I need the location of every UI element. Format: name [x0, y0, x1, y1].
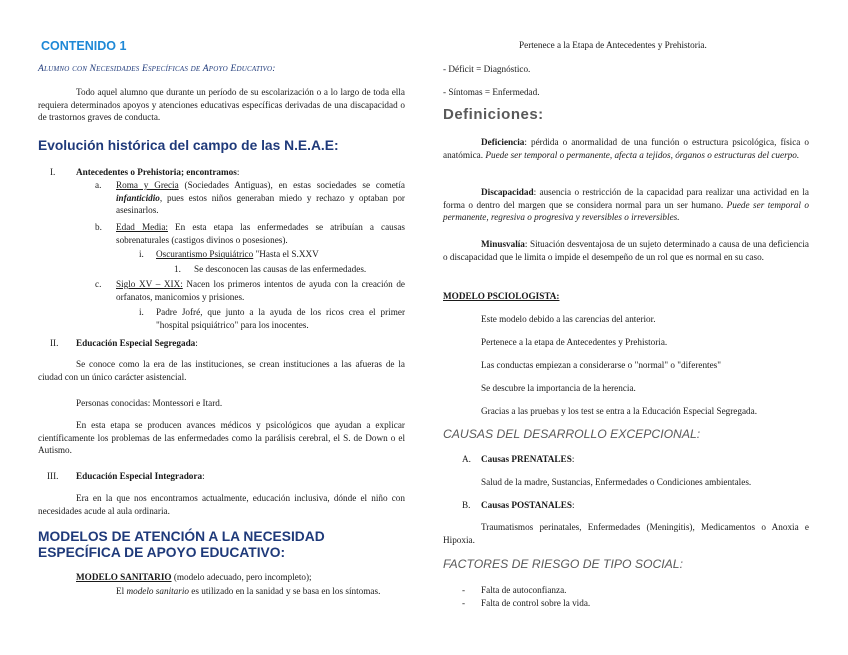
- causa-a-label: A.: [462, 454, 471, 464]
- def-deficiencia-text: : pérdida o anormalidad de una función o estructura psicológica, física o anatómica.: [443, 137, 809, 160]
- sanitario-p-rest: es utilizado en la sanidad y se basa en los síntomas.: [191, 586, 381, 596]
- section-1-title-rest: ; encontramos: [180, 167, 237, 177]
- item-b-label: b.: [95, 222, 102, 232]
- section-3-heading: [76, 470, 205, 483]
- section-2-p3: En esta etapa se producen avances médicos y psicológicos que ayudan a explicar científicamente los problemas de las enfermedades como la parálisis cerebral, el S. de Down o el Autismo.: [38, 420, 405, 456]
- causa-b-colon: :: [571, 500, 575, 510]
- causa-a-bold: PRENATALES: [511, 454, 572, 464]
- sanitario-term: MODELO SANITARIO: [76, 572, 172, 582]
- item-c-i-text: Padre Jofré, que junto a la ayuda de los ricos crea el primer "hospital psiquiátrico" para los inocentes.: [156, 307, 405, 330]
- psicologista-4: Se descubre la importancia de la herencia.: [481, 383, 636, 393]
- section-2-p1: Se conoce como la era de las instituciones, se crean instituciones a las afueras de la ciudad con un único carácter asistencial.: [38, 359, 405, 382]
- causa-a-text: Salud de la madre, Sustancias, Enfermedades o Condiciones ambientales.: [481, 477, 752, 487]
- item-a-text1: (Sociedades Antiguas), en estas sociedades se cometía: [184, 180, 405, 190]
- section-1-colon: :: [236, 167, 240, 177]
- item-c-label: c.: [95, 279, 102, 289]
- def-minusvalia-term: Minusvalía: [481, 239, 525, 249]
- sintomas-line: - Síntomas = Enfermedad.: [443, 87, 540, 97]
- sanitario-ital: modelo sanitario: [126, 586, 189, 596]
- section-2-title: Educación Especial Segregada: [76, 338, 196, 348]
- section-1-title: Antecedentes o Prehistoria: [76, 167, 181, 177]
- causa-a-heading: [481, 453, 574, 466]
- item-a-text2: , pues estos niños generaban miedo y rechazo y optaban por asesinarlos.: [116, 192, 405, 216]
- sanitario-line: [76, 571, 405, 584]
- factor-1-dash: -: [462, 585, 466, 595]
- sanitario-rest: (modelo adecuado, pero incompleto);: [173, 572, 312, 582]
- section-1-number: I.: [50, 167, 56, 177]
- item-b-term: Edad Media:: [116, 222, 168, 232]
- def-minusvalia-text: : Situación desventajosa de un sujeto determinado a causa de una deficiencia o discapacidad que le limita o impide el desempeño de un rol que es normal en su caso.: [443, 239, 809, 262]
- causa-b-heading: [481, 499, 575, 512]
- item-b-i-body: "Hasta el S.XXV: [255, 249, 319, 259]
- def-discapacidad-ital: Puede ser temporal o permanente, regresiva o progresiva y reversibles o irreversibles.: [443, 199, 810, 223]
- section-2-number: II.: [50, 338, 59, 348]
- section-3-p1: Era en la que nos encontramos actualmente, educación inclusiva, dónde el niño con necesidades acude al aula ordinaria.: [38, 493, 405, 516]
- definiciones-heading: Definiciones:: [443, 106, 544, 123]
- section-3-number: III.: [47, 471, 59, 481]
- def-discapacidad-term: Discapacidad: [481, 187, 534, 197]
- item-b-i-1-label: 1.: [174, 264, 181, 274]
- section-2-colon: :: [195, 338, 198, 348]
- item-a-bold: infanticidio: [116, 192, 160, 203]
- factor-2: Falta de control sobre la vida.: [481, 598, 591, 608]
- factor-2-dash: -: [462, 598, 466, 608]
- section-1-heading: [76, 166, 239, 179]
- deficit-line: - Déficit = Diagnóstico.: [443, 64, 531, 74]
- section-3-title: Educación Especial Integradora: [76, 471, 203, 481]
- psicologista-1: Este modelo debido a las carencias del anterior.: [481, 314, 656, 324]
- item-c-text: [116, 278, 405, 303]
- item-c-body: Nacen los primeros intentos de ayuda con la creación de orfanatos, manicomios y prisiones.: [116, 279, 405, 302]
- item-c-i-label: i.: [139, 307, 144, 317]
- psicologista-5: Gracias a las pruebas y los test se entra a la Educación Especial Segregada.: [481, 406, 758, 416]
- causa-a-colon: :: [571, 454, 575, 464]
- factores-heading: FACTORES DE RIESGO DE TIPO SOCIAL:: [443, 557, 683, 571]
- sanitario-paragraph: [38, 585, 405, 598]
- item-a-text: [116, 179, 405, 217]
- def-discapacidad: [443, 186, 809, 224]
- causa-b-text: Traumatismos perinatales, Enfermedades (Meningitis), Medicamentos o Anoxia e Hipoxia.: [443, 522, 809, 545]
- def-deficiencia-ital: Puede ser temporal o permanente, afecta a tejidos, órganos o estructuras del cuerpo.: [485, 149, 800, 160]
- causa-b-bold: POSTANALES: [511, 500, 572, 510]
- section-2-heading: [76, 337, 198, 350]
- alumno-subtitle: Alumno con Necesidades Específicas de Apoyo Educativo:: [38, 64, 276, 74]
- item-b-i-1-text: Se desconocen las causas de las enfermedades.: [194, 264, 367, 274]
- def-minusvalia: [443, 238, 809, 263]
- causa-b-label: B.: [462, 500, 471, 510]
- item-a-term: Roma y Grecia: [116, 180, 179, 190]
- def-discapacidad-text: : ausencia o restricción de la capacidad para realizar una actividad en la forma o dentro del margen que se considera normal para un ser humano.: [443, 187, 809, 210]
- causa-b-word: Causas: [481, 500, 510, 510]
- section-3-colon: :: [202, 471, 205, 481]
- item-b-i-label: i.: [139, 249, 144, 259]
- contenido-heading: CONTENIDO 1: [41, 39, 127, 53]
- evolucion-heading: Evolución histórica del campo de las N.E.A.E:: [38, 138, 339, 153]
- sanitario-el: El: [116, 586, 125, 596]
- item-b-body: En esta etapa las enfermedades se atribuían a causas sobrenaturales (castigos divinos o posesiones).: [116, 222, 406, 245]
- causas-heading: CAUSAS DEL DESARROLLO EXCEPCIONAL:: [443, 427, 701, 441]
- causa-a-word: Causas: [481, 454, 510, 464]
- item-a-label: a.: [95, 180, 102, 190]
- def-deficiencia: [443, 136, 809, 161]
- item-b-i-term: Oscurantismo Psiquiátrico: [156, 249, 254, 259]
- item-c-term: Siglo XV – XIX:: [116, 279, 183, 289]
- modelos-heading: MODELOS DE ATENCIÓN A LA NECESIDAD ESPECÍFICA DE APOYO EDUCATIVO:: [38, 529, 325, 560]
- psicologista-2: Pertenece a la etapa de Antecedentes y Prehistoria.: [481, 337, 668, 347]
- factor-1: Falta de autoconfianza.: [481, 585, 567, 595]
- intro-paragraph: Todo aquel alumno que durante un período de su escolarización o a lo largo de toda ella requiera determinados apoyos y atenciones educativas específicas derivadas de una discapacidad o de trastornos graves de conducta.: [38, 87, 405, 123]
- item-b-i-text: [156, 248, 405, 261]
- psicologista-heading: MODELO PSCIOLOGISTA:: [443, 291, 560, 301]
- item-b-text: [116, 221, 405, 246]
- psicologista-3: Las conductas empiezan a considerarse o "normal" o "diferentes": [481, 360, 722, 370]
- right-top-line: Pertenece a la Etapa de Antecedentes y Prehistoria.: [519, 40, 707, 50]
- section-2-p2: Personas conocidas: Montessori e Itard.: [76, 398, 223, 408]
- def-deficiencia-term: Deficiencia: [481, 137, 525, 147]
